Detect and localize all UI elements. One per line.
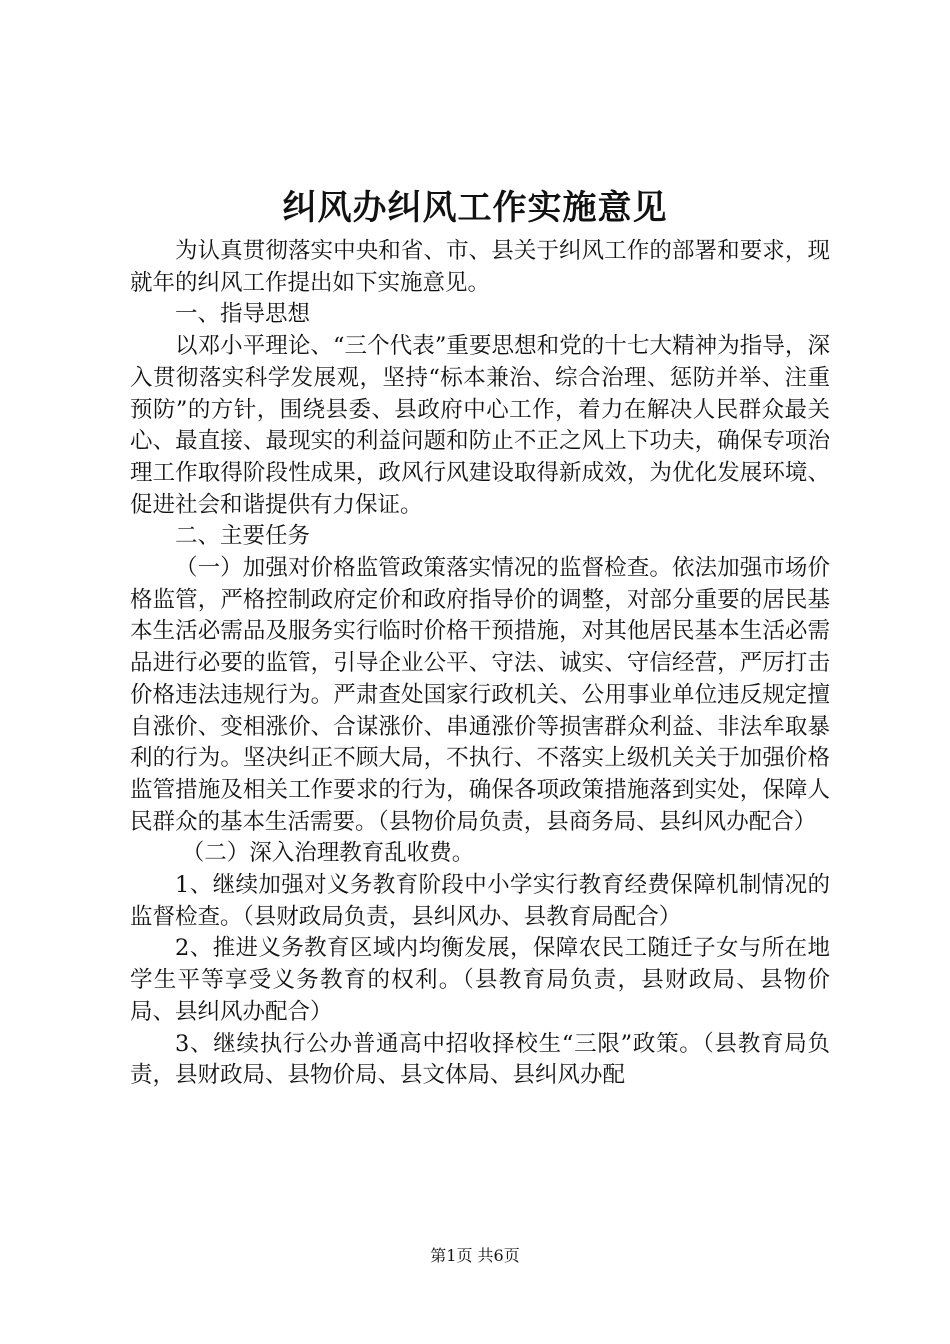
page-number-footer: 第1页 共6页 — [430, 1246, 520, 1265]
paragraph-price-supervision: （一）加强对价格监管政策落实情况的监督检查。依法加强市场价格监管，严格控制政府定价和政府指导价的调整，对部分重要的居民基本生活必需品及服务实行临时价格干预措施，对其他居民基本生活必需品进行必要的监管，引导企业公平、守法、诚实、守信经营，严厉打击价格违法违规行为。严肃查处国家行政机关、公用事业单位违反规定擅自涨价、变相涨价、合谋涨价、串通涨价等损害群众利益、非法牟取暴利的行为。坚决纠正不顾大局，不执行、不落实上级机关关于加强价格监管措施及相关工作要求的行为，确保各项政策措施落到实处，保障人民群众的基本生活需要。（县物价局负责，县商务局、县纠风办配合） — [130, 555, 830, 835]
heading-guiding-ideology: 一、指导思想 — [175, 301, 311, 328]
heading-main-tasks: 二、主要任务 — [175, 523, 311, 550]
paragraph-guiding-ideology: 以邓小平理论、“三个代表”重要思想和党的十七大精神为指导，深入贯彻落实科学发展观，坚持“标本兼治、综合治理、惩防并举、注重预防”的方针，围绕县委、县政府中心工作，着力在解决人民群众最关心、最直接、最现实的利益问题和防止不正之风上下功夫，确保专项治理工作取得阶段性成果，政风行风建设取得新成效，为优化发展环境、促进社会和谐提供有力保证。 — [130, 333, 830, 518]
paragraph-intro: 为认真贯彻落实中央和省、市、县关于纠风工作的部署和要求，现就年的纠风工作提出如下实施意见。 — [130, 238, 830, 296]
paragraph-item-2: 2、推进义务教育区域内均衡发展，保障农民工随迁子女与所在地学生平等享受义务教育的权利。（县教育局负责，县财政局、县物价局、县纠风办配合） — [130, 935, 830, 1025]
paragraph-education-fees: （二）深入治理教育乱收费。 — [181, 840, 475, 867]
paragraph-item-3: 3、继续执行公办普通高中招收择校生“三限”政策。（县教育局负责，县财政局、县物价局、县文体局、县纠风办配 — [130, 1030, 830, 1089]
paragraph-item-1: 1、继续加强对义务教育阶段中小学实行教育经费保障机制情况的监督检查。（县财政局负责，县纠风办、县教育局配合） — [130, 872, 830, 930]
document-title: 纠风办纠风工作实施意见 — [282, 188, 668, 228]
document-body — [130, 236, 830, 1092]
